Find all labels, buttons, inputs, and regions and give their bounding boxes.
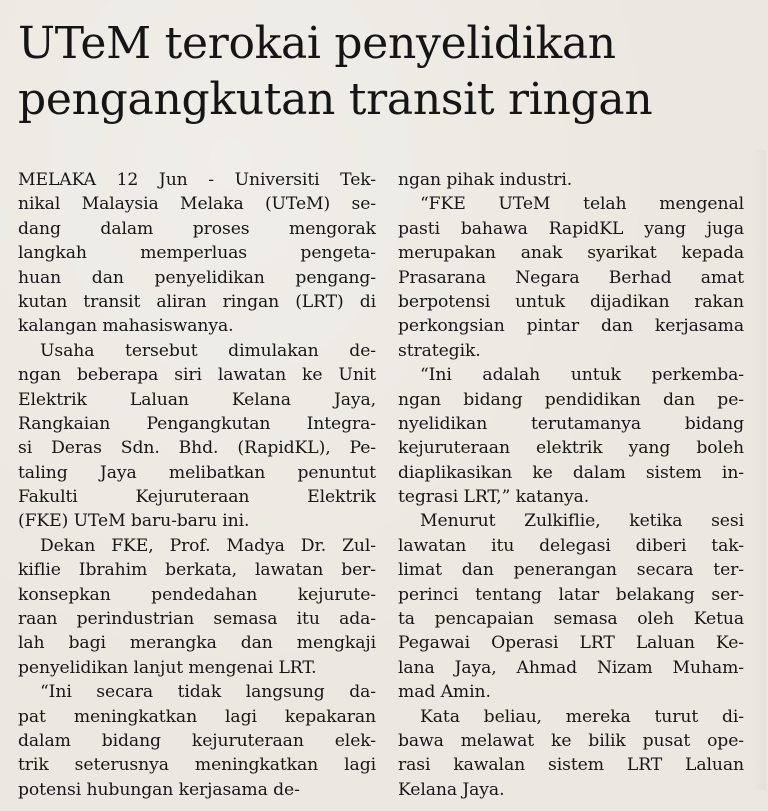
text-line: kiflie Ibrahim berkata, lawatan ber- bbox=[18, 560, 376, 581]
paragraph bbox=[18, 534, 376, 680]
text-line: pasti bahawa RapidKL yang juga bbox=[398, 218, 744, 239]
text-line: mad Amin. bbox=[398, 682, 491, 703]
text-line: strategik. bbox=[398, 340, 481, 361]
text-line: konsepkan pendedahan kejurute- bbox=[18, 584, 376, 605]
text-line: taling Jaya melibatkan penuntut bbox=[18, 462, 376, 483]
text-line: Kata beliau, mereka turut di- bbox=[420, 706, 744, 727]
text-line: trik seterusnya meningkatkan lagi bbox=[18, 755, 376, 776]
headline-line-2: pengangkutan transit ringan bbox=[18, 74, 653, 125]
text-line: Fakulti Kejuruteraan Elektrik bbox=[18, 487, 376, 508]
text-line: (FKE) UTeM baru-baru ini. bbox=[18, 511, 250, 532]
text-line: “Ini secara tidak langsung da- bbox=[40, 682, 376, 703]
text-line: berpotensi untuk dijadikan rakan bbox=[398, 291, 744, 312]
text-line: langkah memperluas pengeta- bbox=[18, 243, 376, 264]
text-line: perkongsian pintar dan kerjasama bbox=[398, 316, 744, 337]
text-line: Menurut Zulkiflie, ketika sesi bbox=[420, 511, 744, 532]
article-headline bbox=[18, 16, 758, 128]
text-line: nyelidikan terutamanya bidang bbox=[398, 413, 744, 434]
text-line: ngan bidang pendidikan dan pe- bbox=[398, 389, 744, 410]
text-line: Elektrik Laluan Kelana Jaya, bbox=[18, 389, 376, 410]
text-line: limat dan penerangan secara ter- bbox=[398, 560, 744, 581]
paragraph bbox=[398, 168, 744, 192]
text-line: penyelidikan lanjut mengenai LRT. bbox=[18, 657, 317, 678]
paragraph bbox=[398, 705, 744, 803]
text-line: Kelana Jaya. bbox=[398, 779, 505, 800]
text-line: Rangkaian Pengangkutan Integra- bbox=[18, 413, 376, 434]
text-line: ngan beberapa siri lawatan ke Unit bbox=[18, 365, 376, 386]
text-line: potensi hubungan kerjasama de- bbox=[18, 779, 300, 800]
text-line: huan dan penyelidikan pengang- bbox=[18, 267, 376, 288]
text-line: “FKE UTeM telah mengenal bbox=[420, 194, 744, 215]
text-line: nikal Malaysia Melaka (UTeM) se- bbox=[18, 194, 376, 215]
paragraph bbox=[398, 363, 744, 509]
text-line: kutan transit aliran ringan (LRT) di bbox=[18, 291, 376, 312]
text-line: si Deras Sdn. Bhd. (RapidKL), Pe- bbox=[18, 438, 376, 459]
text-line: “Ini adalah untuk perkemba- bbox=[420, 365, 744, 386]
text-line: pat meningkatkan lagi kepakaran bbox=[18, 706, 376, 727]
text-line: lah bagi merangka dan mengkaji bbox=[18, 633, 376, 654]
paragraph bbox=[398, 192, 744, 363]
text-line: dang dalam proses mengorak bbox=[18, 218, 376, 239]
text-line: dalam bidang kejuruteraan elek- bbox=[18, 730, 376, 751]
text-line: Prasarana Negara Berhad amat bbox=[398, 267, 744, 288]
text-line: Pegawai Operasi LRT Laluan Ke- bbox=[398, 633, 744, 654]
page-edge-shadow bbox=[752, 150, 766, 790]
headline-line-1: UTeM terokai penyelidikan bbox=[18, 18, 616, 69]
text-line: MELAKA 12 Jun - Universiti Tek- bbox=[18, 170, 376, 190]
text-line: lawatan itu delegasi diberi tak- bbox=[398, 535, 744, 556]
text-line: raan perindustrian semasa itu ada- bbox=[18, 609, 376, 630]
article-column-right bbox=[398, 168, 744, 802]
text-line: bawa melawat ke bilik pusat ope- bbox=[398, 730, 744, 751]
text-line: diaplikasikan ke dalam sistem in- bbox=[398, 462, 744, 483]
text-line: tegrasi LRT,” katanya. bbox=[398, 487, 590, 508]
text-line: merupakan anak syarikat kepada bbox=[398, 243, 744, 264]
text-line: perinci tentang latar belakang ser- bbox=[398, 584, 744, 605]
paragraph bbox=[18, 339, 376, 534]
text-line: ta pencapaian semasa oleh Ketua bbox=[398, 609, 744, 630]
text-line: ngan pihak industri. bbox=[398, 170, 573, 190]
paragraph bbox=[18, 168, 376, 339]
text-line: kejuruteraan elektrik yang boleh bbox=[398, 438, 744, 459]
text-line: rasi kawalan sistem LRT Laluan bbox=[398, 755, 744, 776]
text-line: lana Jaya, Ahmad Nizam Muham- bbox=[398, 657, 744, 678]
text-line: Dekan FKE, Prof. Madya Dr. Zul- bbox=[40, 535, 376, 556]
text-line: kalangan mahasiswanya. bbox=[18, 316, 234, 337]
paragraph bbox=[398, 509, 744, 704]
paragraph bbox=[18, 680, 376, 802]
article-column-left bbox=[18, 168, 376, 802]
text-line: Usaha tersebut dimulakan de- bbox=[40, 340, 376, 361]
